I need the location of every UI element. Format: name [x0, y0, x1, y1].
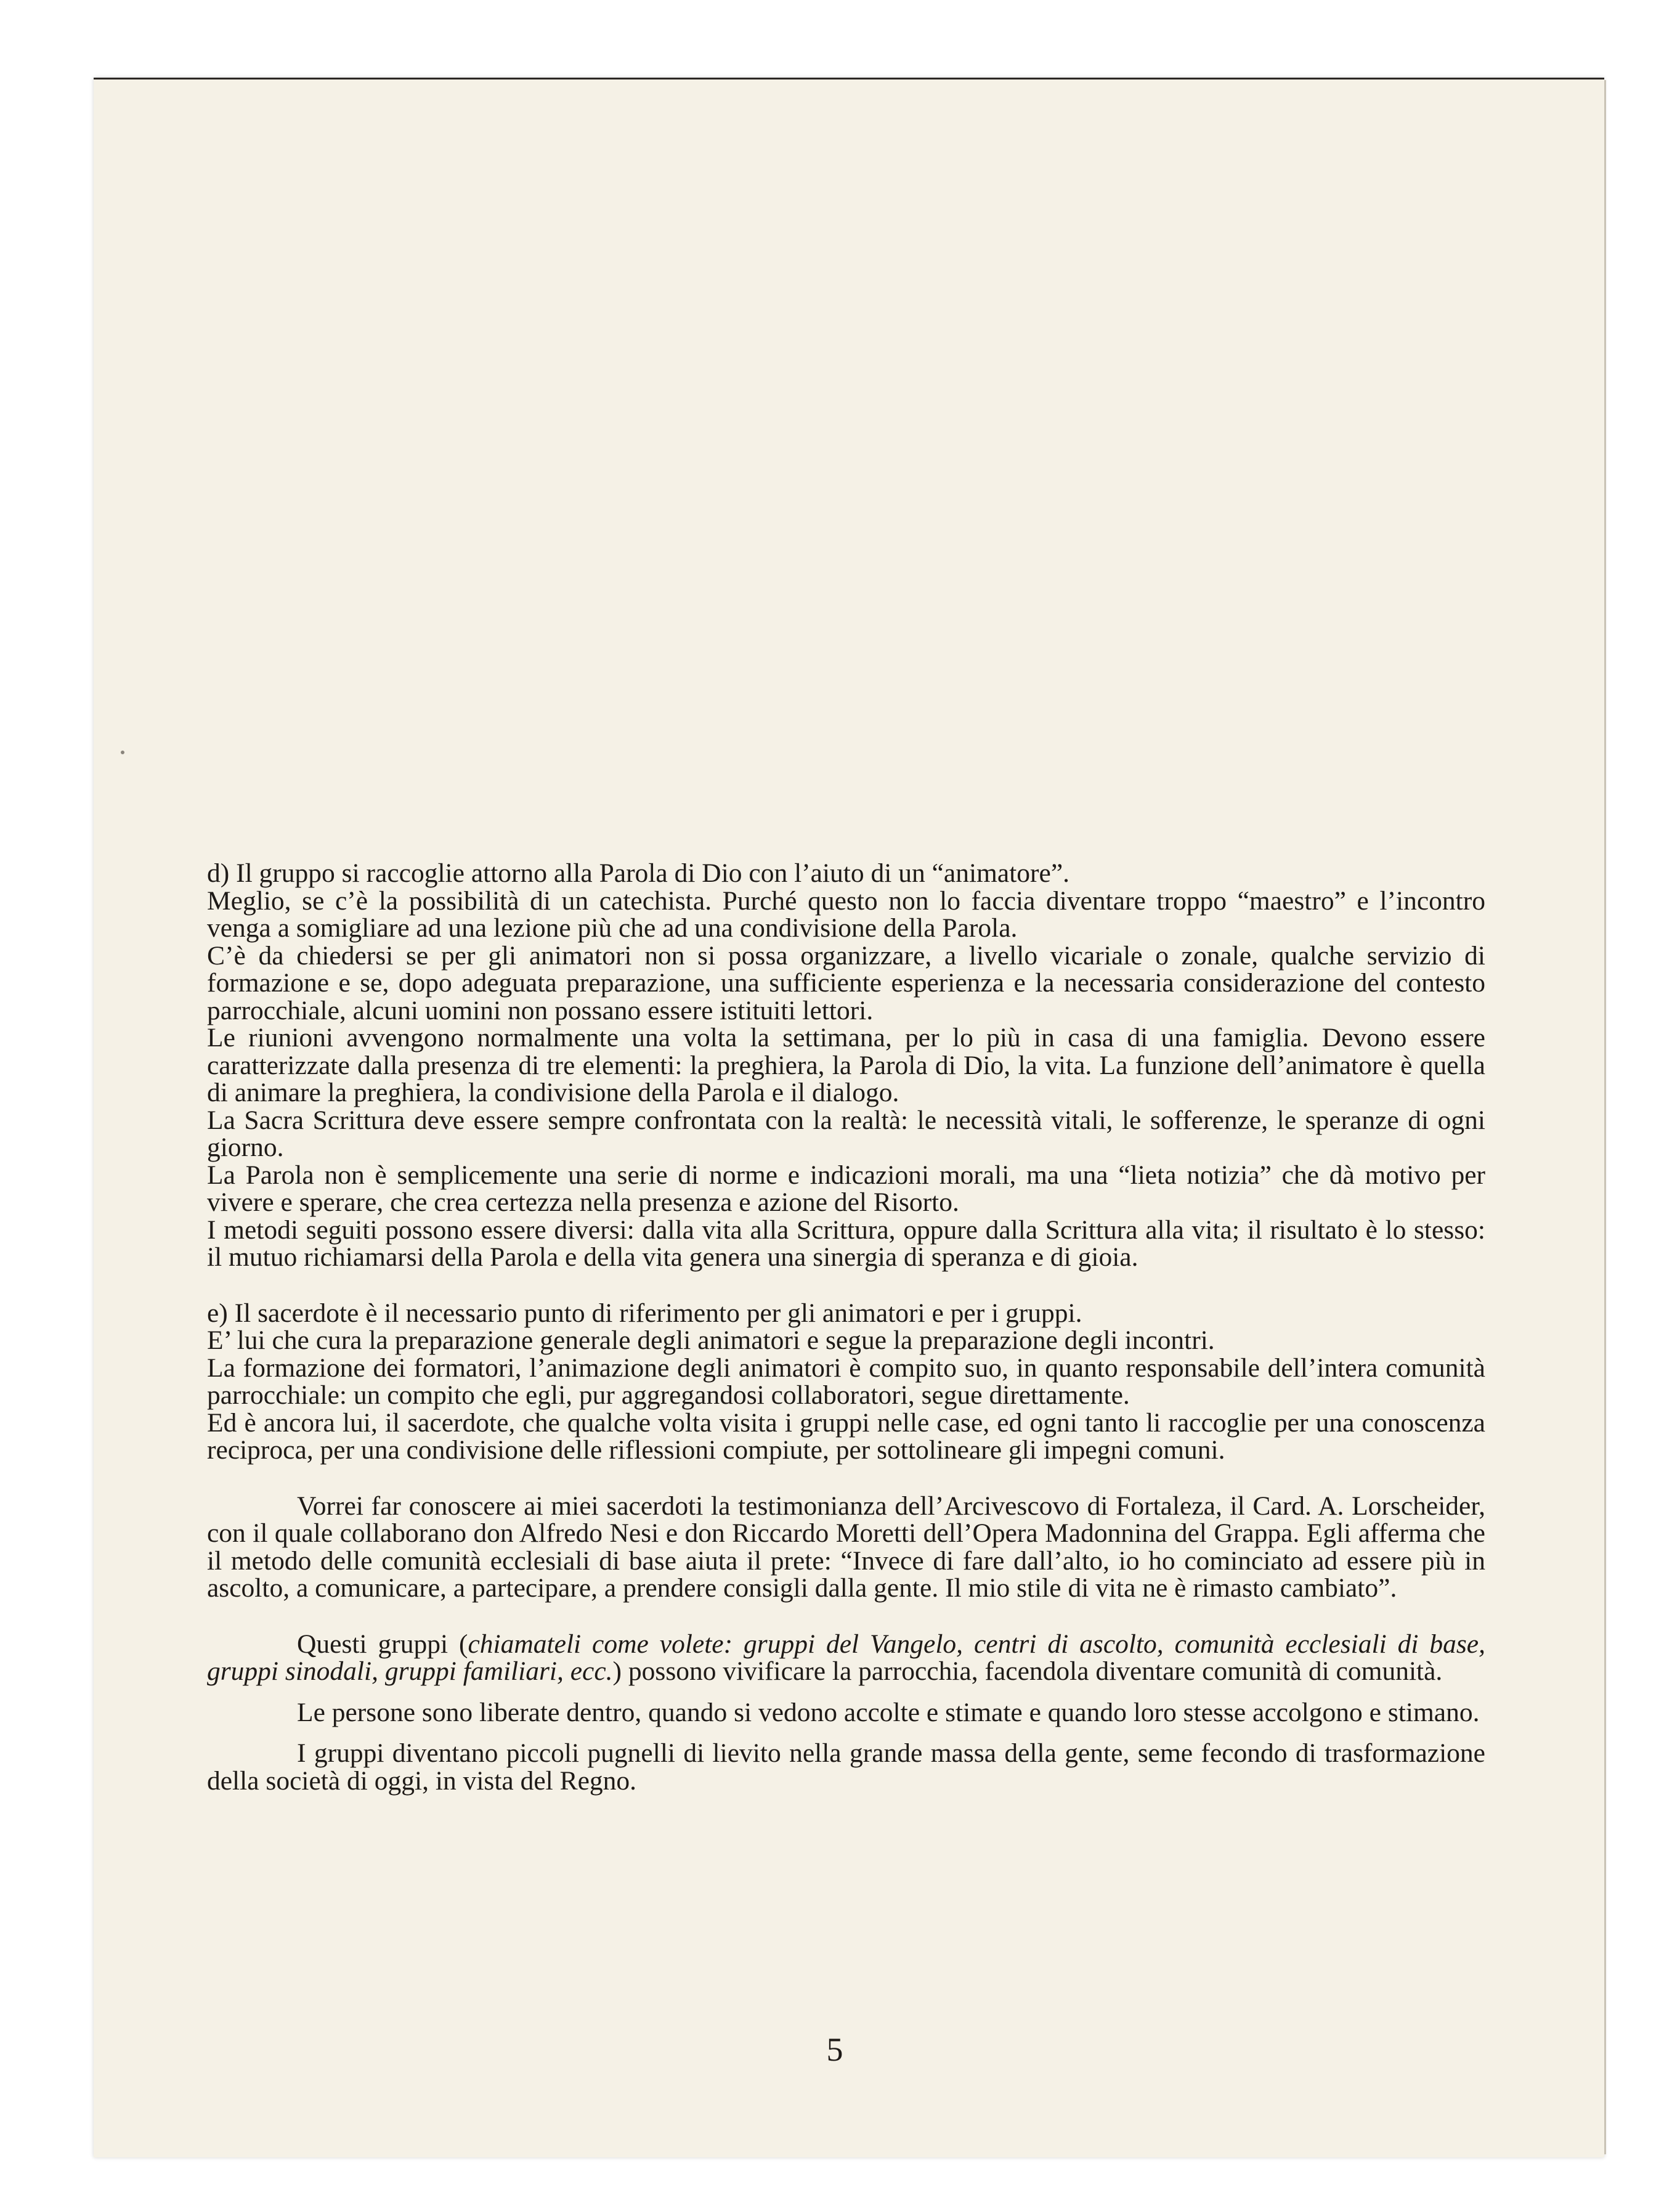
- paragraph-groups: [207, 1631, 1485, 1685]
- paragraph-d4: Le riunioni avvengono normalmente una volta la settimana, per lo più in casa di una famiglia. Devono essere caratterizzate dalla presenza di tre elementi: la preghiera, la Parola di Dio, la vita. La funzione dell’animatore è quella di animare la preghiera, la condivisione della Parola e il dialogo.: [207, 1023, 1485, 1107]
- paragraph-e4: Ed è ancora lui, il sacerdote, che qualche volta visita i gruppi nelle case, ed ogni tanto li raccoglie per una conoscenza reciproca, per una condivisione delle riflessioni compiute, per sottolineare gli impegni comuni.: [207, 1407, 1485, 1465]
- paragraph-e2: E’ lui che cura la preparazione generale degli animatori e segue la preparazione degli incontri.: [207, 1325, 1215, 1355]
- paragraph-e1: e) Il sacerdote è il necessario punto di riferimento per gli animatori e per i gruppi.: [207, 1298, 1082, 1328]
- paragraph-groups-end: ) possono vivificare la parrocchia, facendola diventare comunità di comunità.: [612, 1656, 1443, 1686]
- section-gap: [207, 1271, 1485, 1300]
- body-text: [207, 860, 1485, 1794]
- paragraph-d5: La Sacra Scrittura deve essere sempre confrontata con la realtà: le necessità vitali, le sofferenze, le speranze di ogni giorno.: [207, 1105, 1485, 1162]
- section-gap: [207, 1464, 1485, 1492]
- paragraph-leaven: I gruppi diventano piccoli pugnelli di lievito nella grande massa della gente, seme fecondo di trasformazione della società di oggi, in vista del Regno.: [207, 1738, 1485, 1796]
- paragraph-d2: Meglio, se c’è la possibilità di un catechista. Purché questo non lo faccia diventare troppo “maestro” e l’incontro venga a somigliare ad una lezione più che ad una condivisione della Parola.: [207, 886, 1485, 943]
- page-edge-shadow: [1604, 80, 1606, 2154]
- page-number: 5: [826, 2031, 843, 2068]
- paragraph-testimony: Vorrei far conoscere ai miei sacerdoti la testimonianza dell’Arcivescovo di Fortaleza, il Card. A. Lorscheider, con il quale collaborano don Alfredo Nesi e don Riccardo Moretti dell’Opera Madonnina del Grappa. Egli afferma che il metodo delle comunità ecclesiali di base aiuta il prete: “Invece di fare dall’alto, io ho cominciato ad essere più in ascolto, a comunicare, a partecipare, a prendere consigli dalla gente. Il mio stile di vita ne è rimasto cambiato”.: [207, 1491, 1485, 1603]
- paragraph-gap: [207, 1685, 1485, 1699]
- paragraph-d7: I metodi seguiti possono essere diversi: dalla vita alla Scrittura, oppure dalla Scrittura alla vita; il risultato è lo stesso: il mutuo richiamarsi della Parola e della vita genera una sinergia di speranza e di gioia.: [207, 1215, 1485, 1272]
- paragraph-e3: La formazione dei formatori, l’animazione degli animatori è compito suo, in quanto responsabile dell’intera comunità parrocchiale: un compito che egli, pur aggregandosi collaboratori, segue direttamente.: [207, 1353, 1485, 1410]
- section-gap: [207, 1602, 1485, 1631]
- paragraph-d6: La Parola non è semplicemente una serie di norme e indicazioni morali, ma una “lieta notizia” che dà motivo per vivere e sperare, che crea certezza nella presenza e azione del Risorto.: [207, 1160, 1485, 1217]
- paper-speck: [121, 751, 124, 754]
- paragraph-d3: C’è da chiedersi se per gli animatori non si possa organizzare, a livello vicariale o zonale, qualche servizio di formazione e se, dopo adeguata preparazione, una sufficiente esperienza e la necessaria considerazione del contesto parrocchiale, alcuni uomini non possano essere istituiti lettori.: [207, 940, 1485, 1025]
- paragraph-gap: [207, 1726, 1485, 1740]
- paragraph-groups-italic: chiamateli come volete: gruppi del Vangelo, centri di ascolto, comunità ecclesiali di base, gruppi sinodali, gruppi familiari, ecc.: [207, 1629, 1485, 1686]
- paragraph-d1: d) Il gruppo si raccoglie attorno alla Parola di Dio con l’aiuto di un “animatore”.: [207, 858, 1070, 888]
- paragraph-groups-start: Questi gruppi (: [297, 1629, 468, 1659]
- paragraph-people: Le persone sono liberate dentro, quando si vedono accolte e stimate e quando loro stesse accolgono e stimano.: [297, 1697, 1480, 1727]
